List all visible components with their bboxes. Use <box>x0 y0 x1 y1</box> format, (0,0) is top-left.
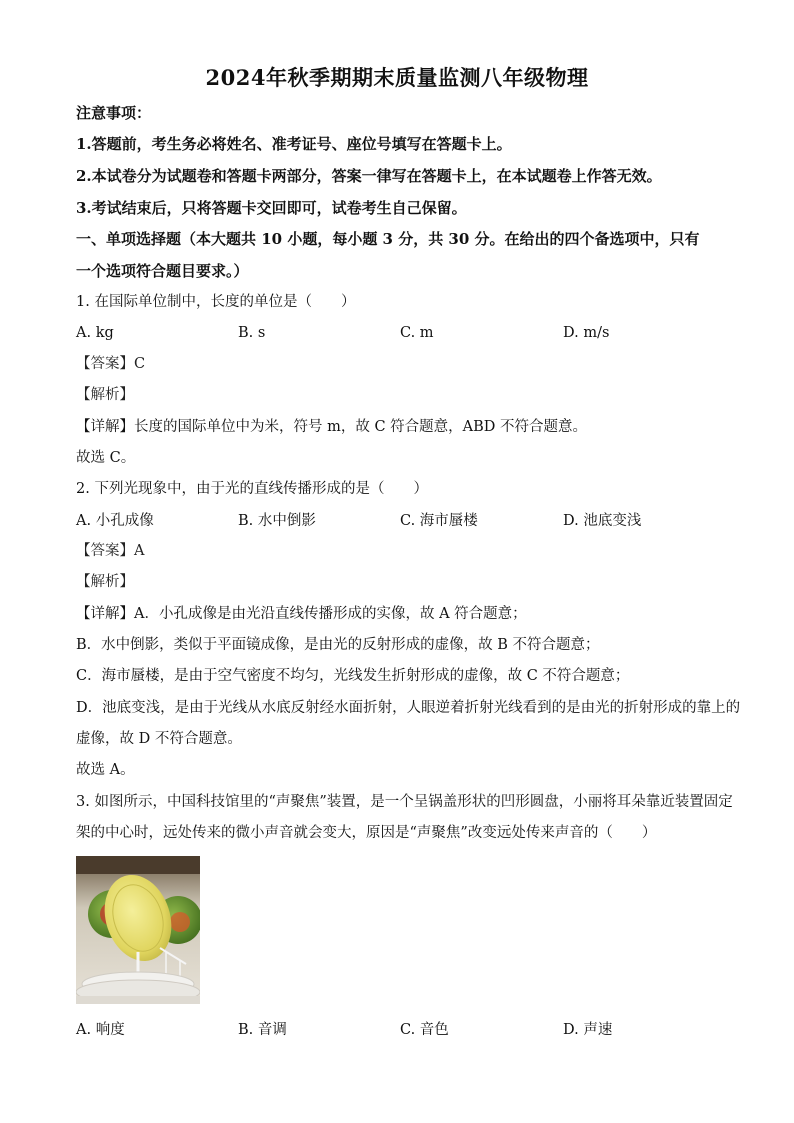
q2-option-c: C. 海市蜃楼 <box>400 513 478 529</box>
q1-analysis-label: 【解析】 <box>76 387 134 403</box>
q1-conclusion: 故选 C。 <box>76 450 136 466</box>
notice-heading: 注意事项： <box>76 104 152 122</box>
q1-option-c: C. m <box>400 325 434 341</box>
section-heading-line-2: 一个选项符合题目要求。） <box>76 262 249 280</box>
q2-conclusion: 故选 A。 <box>76 762 135 778</box>
q2-option-b: B. 水中倒影 <box>238 513 316 529</box>
q2-detail-b: B．水中倒影，类似于平面镜成像，是由光的反射形成的虚像，故 B 不符合题意； <box>76 637 600 653</box>
q1-answer: 【答案】C <box>76 356 146 372</box>
q2-option-d: D. 池底变浅 <box>563 513 642 529</box>
q2-analysis-label: 【解析】 <box>76 574 134 590</box>
q3-stem-line-2: 架的中心时，远处传来的微小声音就会变大，原因是“声聚焦”改变远处传来声音的（ ） <box>76 825 657 841</box>
notice-item-2: 2.本试卷分为试题卷和答题卡两部分，答案一律写在答题卡上，在本试题卷上作答无效。 <box>76 167 662 185</box>
q1-option-b: B. s <box>238 325 266 341</box>
q1-stem: 1. 在国际单位制中，长度的单位是（ ） <box>76 294 356 310</box>
q3-option-d: D. 声速 <box>563 1022 613 1038</box>
page-title: 2024年秋季期期末质量监测八年级物理 <box>205 65 589 90</box>
q2-detail-d-cont: 虚像，故 D 不符合题意。 <box>76 731 242 747</box>
q2-stem: 2. 下列光现象中，由于光的直线传播形成的是（ ） <box>76 481 428 497</box>
q1-option-d: D. m/s <box>563 325 610 341</box>
notice-item-3: 3.考试结束后，只将答题卡交回即可，试卷考生自己保留。 <box>76 199 467 217</box>
q1-detail: 【详解】长度的国际单位中为米，符号 m，故 C 符合题意，ABD 不符合题意。 <box>76 419 588 435</box>
q3-option-c: C. 音色 <box>400 1022 449 1038</box>
q2-option-a: A. 小孔成像 <box>76 513 154 529</box>
q3-option-b: B. 音调 <box>238 1022 287 1038</box>
sound-focus-device-photo <box>76 856 200 1004</box>
q1-option-a: A. kg <box>76 325 114 341</box>
q3-option-a: A. 响度 <box>76 1022 125 1038</box>
q2-detail-a: 【详解】A．小孔成像是由光沿直线传播形成的实像，故 A 符合题意； <box>76 606 527 622</box>
section-heading-line-1: 一、单项选择题（本大题共 10 小题，每小题 3 分，共 30 分。在给出的四个备选项中，只有 <box>76 230 700 248</box>
notice-item-1: 1.答题前，考生务必将姓名、准考证号、座位号填写在答题卡上。 <box>76 135 512 153</box>
q2-answer: 【答案】A <box>76 543 145 559</box>
q2-detail-d: D．池底变浅，是由于光线从水底反射经水面折射，人眼逆着折射光线看到的是由光的折射形成的靠上的 <box>76 700 741 716</box>
q3-stem-line-1: 3. 如图所示，中国科技馆里的“声聚焦”装置，是一个呈锅盖形状的凹形圆盘，小丽将耳朵靠近装置固定 <box>76 794 733 810</box>
q2-detail-c: C．海市蜃楼，是由于空气密度不均匀，光线发生折射形成的虚像，故 C 不符合题意； <box>76 668 630 684</box>
